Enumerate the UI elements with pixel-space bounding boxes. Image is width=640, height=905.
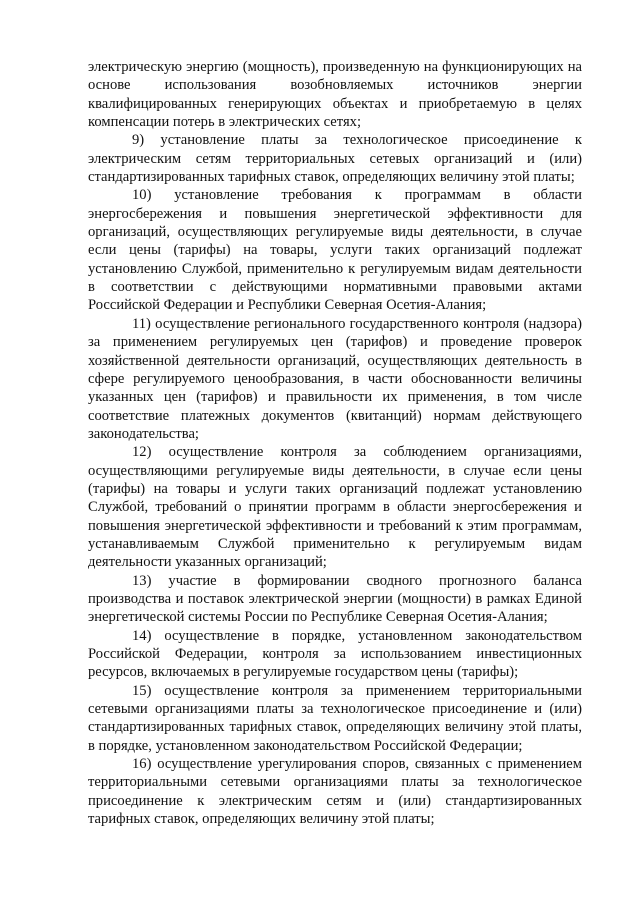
paragraph-item-10: 10) установление требования к программам в области энергосбережения и повышения энергетической эффективности для организаций, осуществляющих регулируемые виды деятельности, в случае если цены (тарифы) на товары, услуги таких организаций подлежат установлению Службой, применительно к регулируемым видам деятельности в соответствии с действующими нормативными правовыми актами Российской Федерации и Республики Северная Осетия-Алания;: [88, 187, 582, 314]
paragraph-item-11: 11) осуществление регионального государственного контроля (надзора) за применением регулируемых цен (тарифов) и проведение проверок хозяйственной деятельности организаций, осуществляющих деятельность в сфере регулируемого ценообразования, в части обоснованности величины указанных цен (тарифов) и правильности их применения, в том числе соответствие платежных документов (квитанций) нормам действующего законодательства;: [88, 315, 582, 442]
paragraph-item-16: 16) осуществление урегулирования споров, связанных с применением территориальными сетевыми организациями платы за технологическое присоединение к электрическим сетям и (или) стандартизированных тарифных ставок, определяющих величину этой платы;: [88, 756, 582, 828]
paragraph-item-13: 13) участие в формировании сводного прогнозного баланса производства и поставок электрической энергии (мощности) в рамках Единой энергетической системы России по Республике Северная Осетия-Алания;: [88, 572, 582, 626]
paragraph-item-14: 14) осуществление в порядке, установленном законодательством Российской Федерации, контроля за использованием инвестиционных ресурсов, включаемых в регулируемые государством цены (тарифы);: [88, 627, 582, 681]
paragraph-continuation: электрическую энергию (мощность), произведенную на функционирующих на основе использования возобновляемых источников энергии квалифицированных генерирующих объектах и приобретаемую в целях компенсации потерь в электрических сетях;: [88, 59, 582, 131]
document-page: [88, 58, 582, 828]
paragraph-item-12: 12) осуществление контроля за соблюдением организациями, осуществляющими регулируемые виды деятельности, в случае если цены (тарифы) на товары и услуги таких организаций подлежат установлению Службой, требований о принятии программ в области энергосбережения и повышения энергетической эффективности и требований к этим программам, устанавливаемым Службой применительно к регулируемым видам деятельности указанных организаций;: [88, 444, 582, 571]
paragraph-item-9: 9) установление платы за технологическое присоединение к электрическим сетям территориальных сетевых организаций и (или) стандартизированных тарифных ставок, определяющих величину этой платы;: [88, 132, 582, 186]
paragraph-item-15: 15) осуществление контроля за применением территориальными сетевыми организациями платы за технологическое присоединение и (или) стандартизированных тарифных ставок, определяющих величину этой платы, в порядке, установленном законодательством Российской Федерации;: [88, 682, 582, 754]
